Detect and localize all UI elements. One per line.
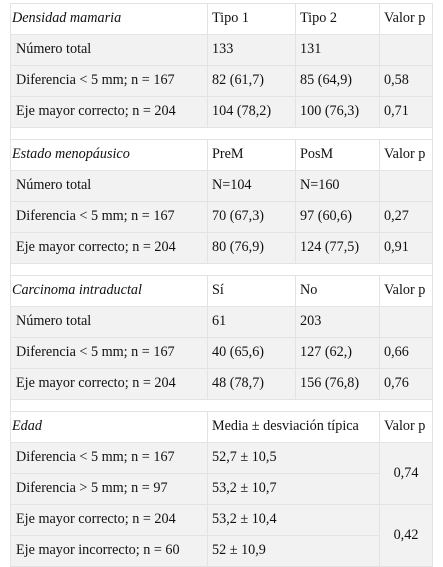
section-title: Edad: [11, 412, 208, 443]
section-header-edad: [11, 412, 433, 443]
cell-pvalue: 0,91: [380, 233, 433, 264]
cell-value: 104 (78,2): [208, 97, 296, 128]
row-label: Eje mayor correcto; n = 204: [11, 505, 208, 536]
section-spacer: [11, 400, 433, 412]
column-header: No: [296, 276, 380, 307]
cell-pvalue: 0,27: [380, 202, 433, 233]
column-header-pvalue: Valor p: [380, 276, 433, 307]
cell-pvalue: [380, 35, 433, 66]
row-label: Número total: [11, 171, 208, 202]
cell-value: 131: [296, 35, 380, 66]
cell-pvalue: 0,58: [380, 66, 433, 97]
row-label: Eje mayor correcto; n = 204: [11, 369, 208, 400]
cell-value: 40 (65,6): [208, 338, 296, 369]
cell-value: 97 (60,6): [296, 202, 380, 233]
section-title: Carcinoma intraductal: [11, 276, 208, 307]
cell-pvalue: [380, 171, 433, 202]
table-row: [11, 97, 433, 128]
cell-value: 203: [296, 307, 380, 338]
column-header-pvalue: Valor p: [380, 140, 433, 171]
section-header-carcinoma: [11, 276, 433, 307]
table-row: [11, 307, 433, 338]
column-header: Tipo 1: [208, 4, 296, 35]
row-label: Número total: [11, 35, 208, 66]
cell-value: 80 (76,9): [208, 233, 296, 264]
column-header: Sí: [208, 276, 296, 307]
table-row: [11, 536, 433, 567]
column-header-pvalue: Valor p: [380, 412, 433, 443]
cell-value: 156 (76,8): [296, 369, 380, 400]
section-spacer: [11, 128, 433, 140]
cell-value: 85 (64,9): [296, 66, 380, 97]
cell-value: 127 (62,): [296, 338, 380, 369]
section-header-densidad: [11, 4, 433, 35]
row-label: Diferencia < 5 mm; n = 167: [11, 202, 208, 233]
table-row: [11, 443, 433, 474]
column-header: Media ± desviación típica: [208, 412, 380, 443]
section-spacer: [11, 264, 433, 276]
cell-pvalue: 0,66: [380, 338, 433, 369]
table-row: [11, 66, 433, 97]
cell-pvalue: 0,76: [380, 369, 433, 400]
cell-value: 133: [208, 35, 296, 66]
cell-value: N=160: [296, 171, 380, 202]
cell-value: 52 ± 10,9: [208, 536, 380, 567]
table-row: [11, 202, 433, 233]
cell-value: 48 (78,7): [208, 369, 296, 400]
cell-value: 124 (77,5): [296, 233, 380, 264]
column-header: PosM: [296, 140, 380, 171]
row-label: Diferencia < 5 mm; n = 167: [11, 338, 208, 369]
cell-value: 82 (61,7): [208, 66, 296, 97]
cell-pvalue: 0,74: [380, 443, 433, 505]
column-header: PreM: [208, 140, 296, 171]
cell-value: 70 (67,3): [208, 202, 296, 233]
row-label: Eje mayor incorrecto; n = 60: [11, 536, 208, 567]
row-label: Eje mayor correcto; n = 204: [11, 233, 208, 264]
cell-value: 100 (76,3): [296, 97, 380, 128]
row-label: Diferencia < 5 mm; n = 167: [11, 443, 208, 474]
table-row: [11, 505, 433, 536]
column-header-pvalue: Valor p: [380, 4, 433, 35]
table-row: [11, 474, 433, 505]
table-row: [11, 338, 433, 369]
cell-pvalue: 0,71: [380, 97, 433, 128]
cell-value: 53,2 ± 10,7: [208, 474, 380, 505]
column-header: Tipo 2: [296, 4, 380, 35]
results-table: [10, 3, 433, 567]
cell-value: 52,7 ± 10,5: [208, 443, 380, 474]
cell-pvalue: 0,42: [380, 505, 433, 567]
cell-value: N=104: [208, 171, 296, 202]
table-row: [11, 233, 433, 264]
section-title: Densidad mamaria: [11, 4, 208, 35]
table-row: [11, 369, 433, 400]
cell-value: 61: [208, 307, 296, 338]
cell-value: 53,2 ± 10,4: [208, 505, 380, 536]
row-label: Eje mayor correcto; n = 204: [11, 97, 208, 128]
row-label: Diferencia < 5 mm; n = 167: [11, 66, 208, 97]
row-label: Diferencia > 5 mm; n = 97: [11, 474, 208, 505]
table-row: [11, 171, 433, 202]
section-header-menopausico: [11, 140, 433, 171]
section-title: Estado menopáusico: [11, 140, 208, 171]
row-label: Número total: [11, 307, 208, 338]
cell-pvalue: [380, 307, 433, 338]
table-row: [11, 35, 433, 66]
